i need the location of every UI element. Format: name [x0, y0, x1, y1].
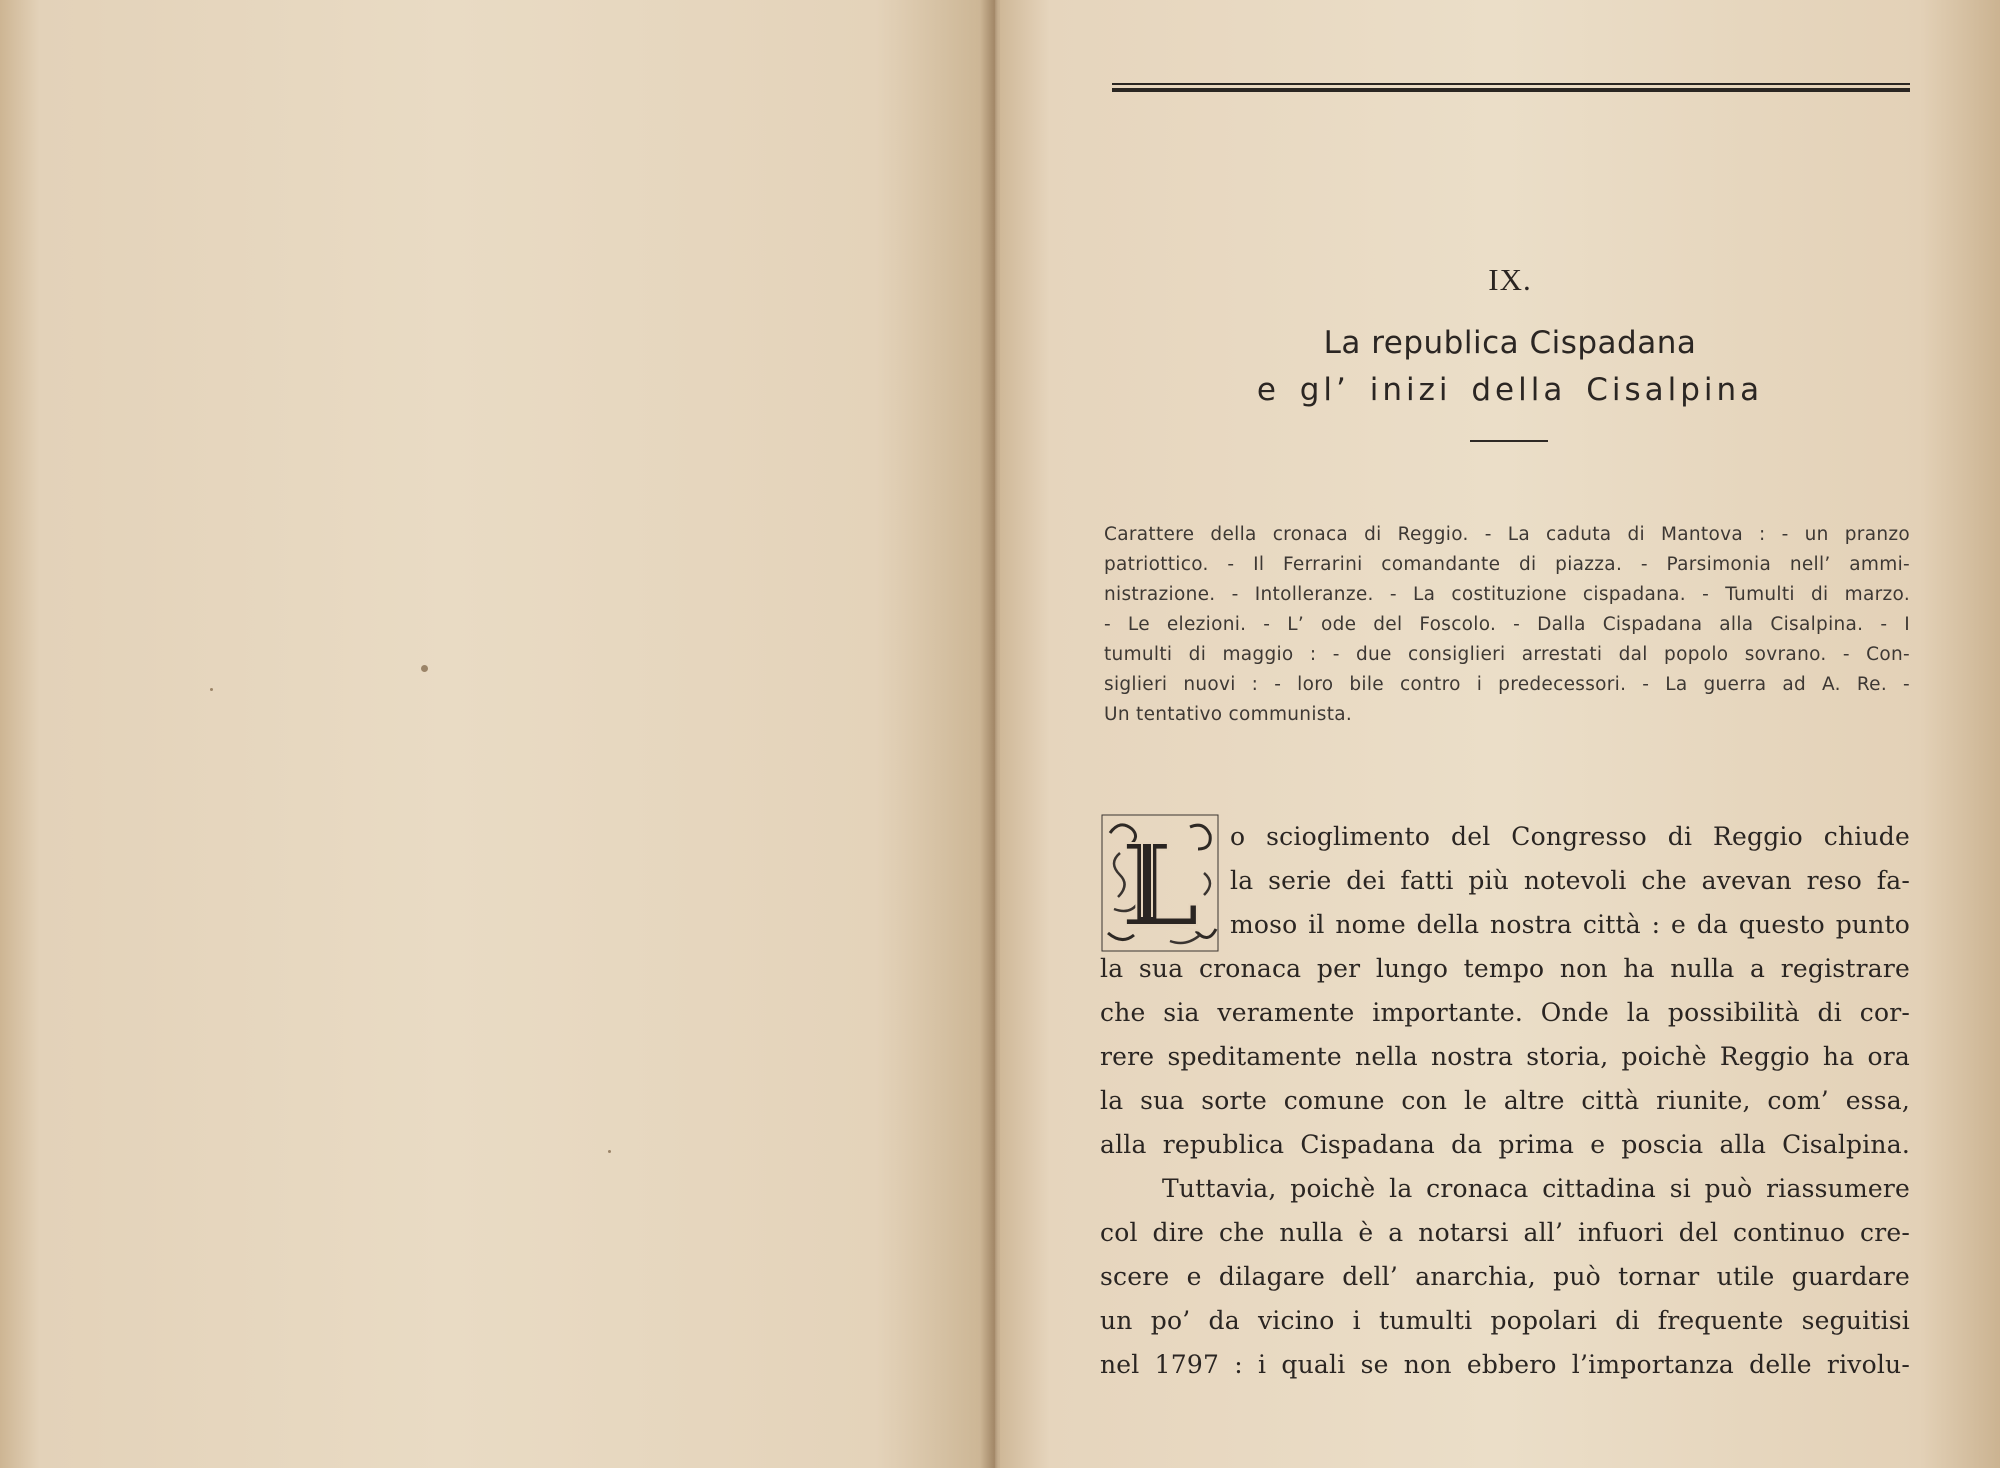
- summary-line: Carattere della cronaca di Reggio. - La caduta di Mantova : - un pranzo: [1104, 524, 1910, 545]
- chapter-title-line-2: e gl’ inizi della Cisalpina: [1256, 372, 1764, 408]
- body-line: Tuttavia, poichè la cronaca cittadina si può riassumere: [1162, 1174, 1910, 1203]
- header-double-rule: [1112, 83, 1910, 92]
- body-line: la sua sorte comune con le altre città riunite, com’ essa,: [1100, 1086, 1910, 1115]
- paper-speck: [210, 688, 213, 691]
- body-line: alla republica Cispadana da prima e poscia alla Cisalpina.: [1100, 1130, 1910, 1159]
- summary-line: nistrazione. - Intolleranze. - La costituzione cispadana. - Tumulti di marzo.: [1104, 584, 1910, 605]
- dropcap-letter: L: [1120, 821, 1200, 952]
- paper-speck: [421, 665, 428, 672]
- paper-speck: [608, 1150, 611, 1153]
- body-line: rere speditamente nella nostra storia, poichè Reggio ha ora: [1100, 1042, 1910, 1071]
- summary-line: - Le elezioni. - L’ ode del Foscolo. - Dalla Cispadana alla Cisalpina. - I: [1104, 614, 1910, 635]
- chapter-title-line-1: La republica Cispadana: [1323, 325, 1697, 361]
- summary-line: siglieri nuovi : - loro bile contro i predecessori. - La guerra ad A. Re. -: [1104, 674, 1910, 695]
- body-line: col dire che nulla è a notarsi all’ infuori del continuo cre-: [1100, 1218, 1910, 1247]
- chapter-summary: [1104, 520, 1910, 730]
- body-line: o scioglimento del Congresso di Reggio chiude: [1230, 822, 1910, 851]
- summary-line: tumulti di maggio : - due consiglieri arrestati dal popolo sovrano. - Con-: [1104, 644, 1910, 665]
- left-page-blank: [0, 0, 995, 1468]
- body-line: la serie dei fatti più notevoli che avevan reso fa-: [1230, 866, 1910, 895]
- body-line: che sia veramente importante. Onde la possibilità di cor-: [1100, 998, 1910, 1027]
- body-line: moso il nome della nostra città : e da questo punto: [1230, 910, 1910, 939]
- chapter-body-text: [1100, 815, 1910, 1387]
- title-divider-rule: [1470, 440, 1548, 442]
- body-line: nel 1797 : i quali se non ebbero l’importanza delle rivolu-: [1100, 1350, 1910, 1379]
- summary-line: Un tentativo communista.: [1104, 704, 1353, 725]
- summary-line: patriottico. - Il Ferrarini comandante di piazza. - Parsimonia nell’ ammi-: [1104, 554, 1910, 575]
- body-line: scere e dilagare dell’ anarchia, può tornar utile guardare: [1100, 1262, 1910, 1291]
- chapter-number: IX.: [1488, 262, 1532, 297]
- body-line: la sua cronaca per lungo tempo non ha nulla a registrare: [1100, 954, 1910, 983]
- body-line: un po’ da vicino i tumulti popolari di frequente seguitisi: [1100, 1306, 1910, 1335]
